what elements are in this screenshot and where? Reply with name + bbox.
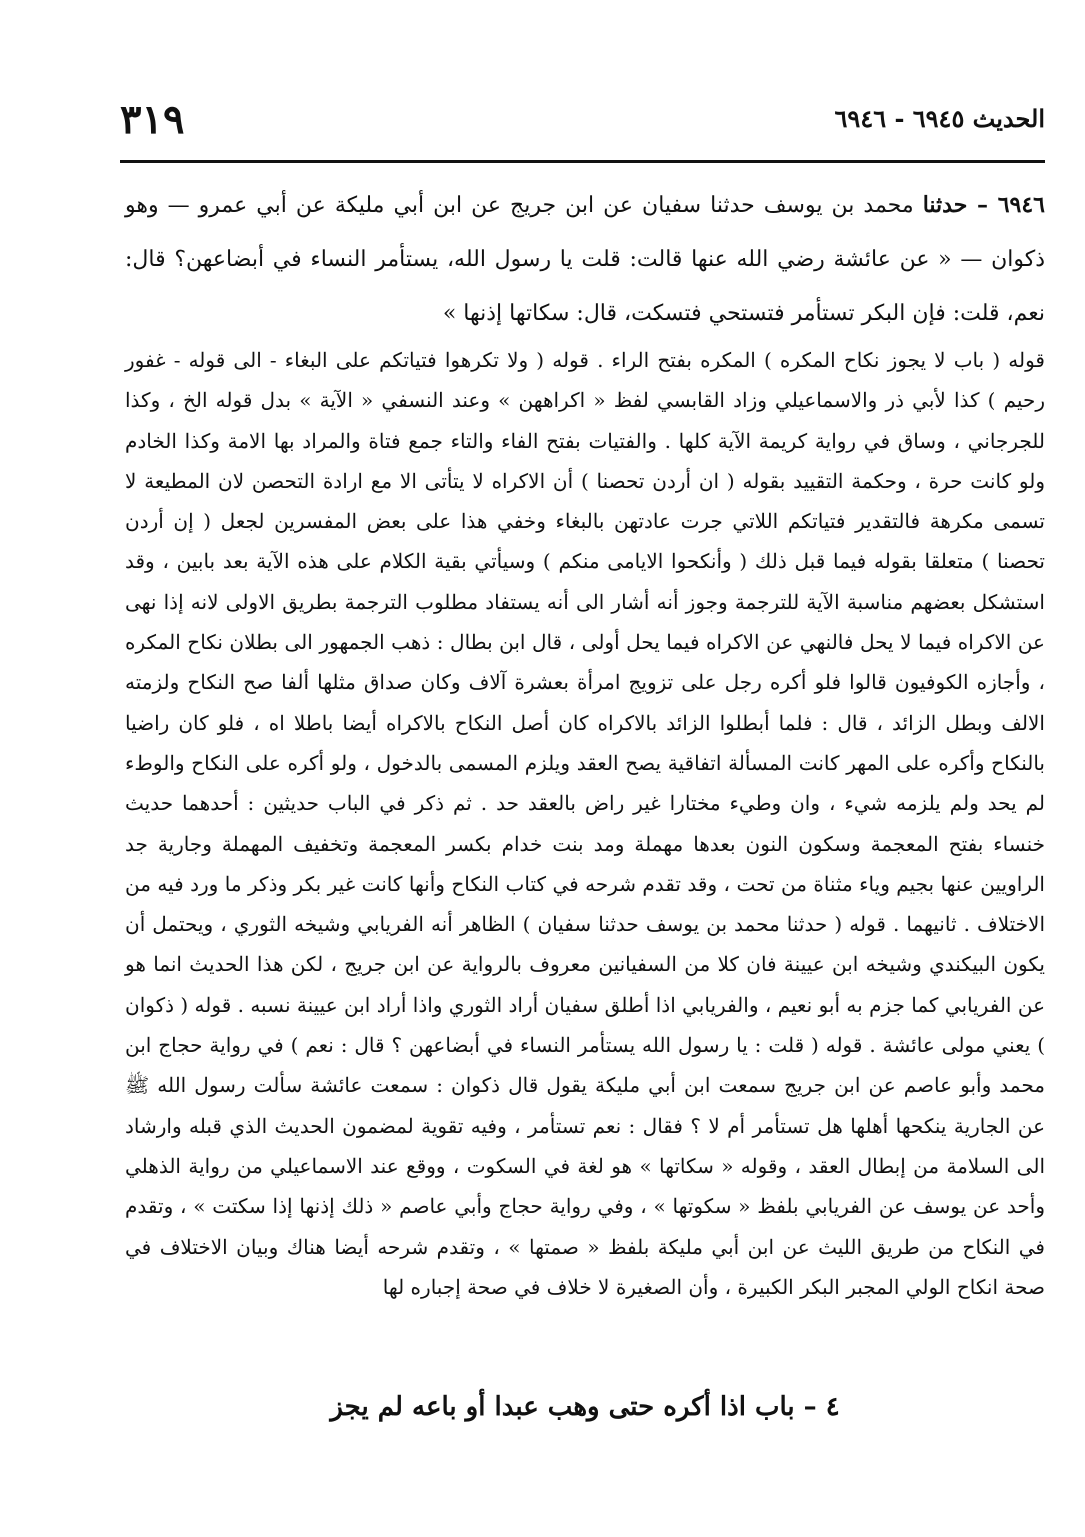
- chapter-heading: ٤ – باب اذا أكره حتى وهب عبدا أو باعه لم يجز: [330, 1392, 840, 1422]
- page-header: [120, 96, 1045, 156]
- hadith-body: محمد بن يوسف حدثنا سفيان عن ابن جريج عن ابن أبي مليكة عن أبي عمرو — وهو ذكوان — « عن عائشة رضي الله عنها قالت: قلت يا رسول الله، يستأمر النساء في أبضاعهن؟ قال: نعم، قلت: فإن البكر تستأمر فتستحي فتسكت، قال: سكاتها إذنها »: [125, 193, 1045, 326]
- commentary-paragraph: قوله ( باب لا يجوز نكاح المكره ) المكره بفتح الراء . قوله ( ولا تكرهوا فتياتكم على البغاء - الى قوله - غفور رحيم ) كذا لأبي ذر والاسماعيلي وزاد القابسي لفظ « اكراههن » وعند النسفي « الآية » بدل قوله الخ ، وكذا للجرجاني ، وساق في رواية كريمة الآية كلها . والفتيات بفتح الفاء والتاء جمع فتاة والمراد بها الامة وكذا الخادم ولو كانت حرة ، وحكمة التقييد بقوله ( ان أردن تحصنا ) أن الاكراه لا يتأتى الا مع ارادة التحصن لان المطيعة لا تسمى مكرهة فالتقدير فتياتكم اللاتي جرت عادتهن بالبغاء وخفي هذا على بعض المفسرين لجعل ( إن أردن تحصنا ) متعلقا بقوله فيما قبل ذلك ( وأنكحوا الايامى منكم ) وسيأتي بقية الكلام على هذه الآية بعد بابين ، وقد استشكل بعضهم مناسبة الآية للترجمة وجوز أنه أشار الى أنه يستفاد مطلوب الترجمة بطريق الاولى لانه إذا نهى عن الاكراه فيما لا يحل فالنهي عن الاكراه فيما يحل أولى ، قال ابن بطال : ذهب الجمهور الى بطلان نكاح المكره ، وأجازه الكوفيون قالوا فلو أكره رجل على تزويج امرأة بعشرة آلاف وكان صداق مثلها ألفا صح النكاح ولزمته الالف وبطل الزائد ، قال : فلما أبطلوا الزائد بالاكراه كان أصل النكاح بالاكراه أيضا باطلا اه ، فلو كان راضيا بالنكاح وأكره على المهر كانت المسألة اتفاقية يصح العقد ويلزم المسمى بالدخول ، ولو أكره على النكاح والوطء لم يحد ولم يلزمه شيء ، وان وطيء مختارا غير راض بالعقد حد . ثم ذكر في الباب حديثين : أحدهما حديث خنساء بفتح المعجمة وسكون النون بعدها مهملة ومد بنت خدام بكسر المعجمة وتخفيف المهملة وجارية جد الراويين عنها بجيم وياء مثناة من تحت ، وقد تقدم شرحه في كتاب النكاح وأنها كانت غير بكر وذكر ما ورد فيه من الاختلاف . ثانيهما . قوله ( حدثنا محمد بن يوسف حدثنا سفيان ) الظاهر أنه الفريابي وشيخه الثوري ، ويحتمل أن يكون البيكندي وشيخه ابن عيينة فان كلا من السفيانين معروف بالرواية عن ابن جريج ، لكن هذا الحديث انما هو عن الفريابي كما جزم به أبو نعيم ، والفريابي اذا أطلق سفيان أراد الثوري واذا أراد ابن عيينة نسبه . قوله ( ذكوان ) يعني مولى عائشة . قوله ( قلت : يا رسول الله يستأمر النساء في أبضاعهن ؟ قال : نعم ) في رواية حجاج ابن محمد وأبو عاصم عن ابن جريج سمعت ابن أبي مليكة يقول قال ذكوان : سمعت عائشة سألت رسول الله ﷺ عن الجارية ينكحها أهلها هل تستأمر أم لا ؟ فقال : نعم تستأمر ، وفيه تقوية لمضمون الحديث الذي قبله وارشاد الى السلامة من إبطال العقد ، وقوله « سكاتها » هو لغة في السكوت ، ووقع عند الاسماعيلي من رواية الذهلي وأحد عن يوسف عن الفريابي بلفظ « سكوتها » ، وفي رواية حجاج وأبي عاصم « ذلك إذنها إذا سكتت » ، وتقدم في النكاح من طريق الليث عن ابن أبي مليكة بلفظ « صمتها » ، وتقدم شرحه أيضا هناك وبيان الاختلاف في صحة انكاح الولي المجبر البكر الكبيرة ، وأن الصغيرة لا خلاف في صحة إجباره لها: [125, 348, 1045, 1299]
- page-number: ٣١٩: [120, 96, 185, 143]
- commentary-block: [125, 340, 1045, 1307]
- hadith-range: الحديث ٦٩٤٥ - ٦٩٤٦: [834, 104, 1045, 133]
- hadith-text-block: [125, 178, 1045, 341]
- header-rule: [120, 160, 1045, 163]
- hadith-lead: ٦٩٤٦ – حدثنا: [922, 192, 1045, 218]
